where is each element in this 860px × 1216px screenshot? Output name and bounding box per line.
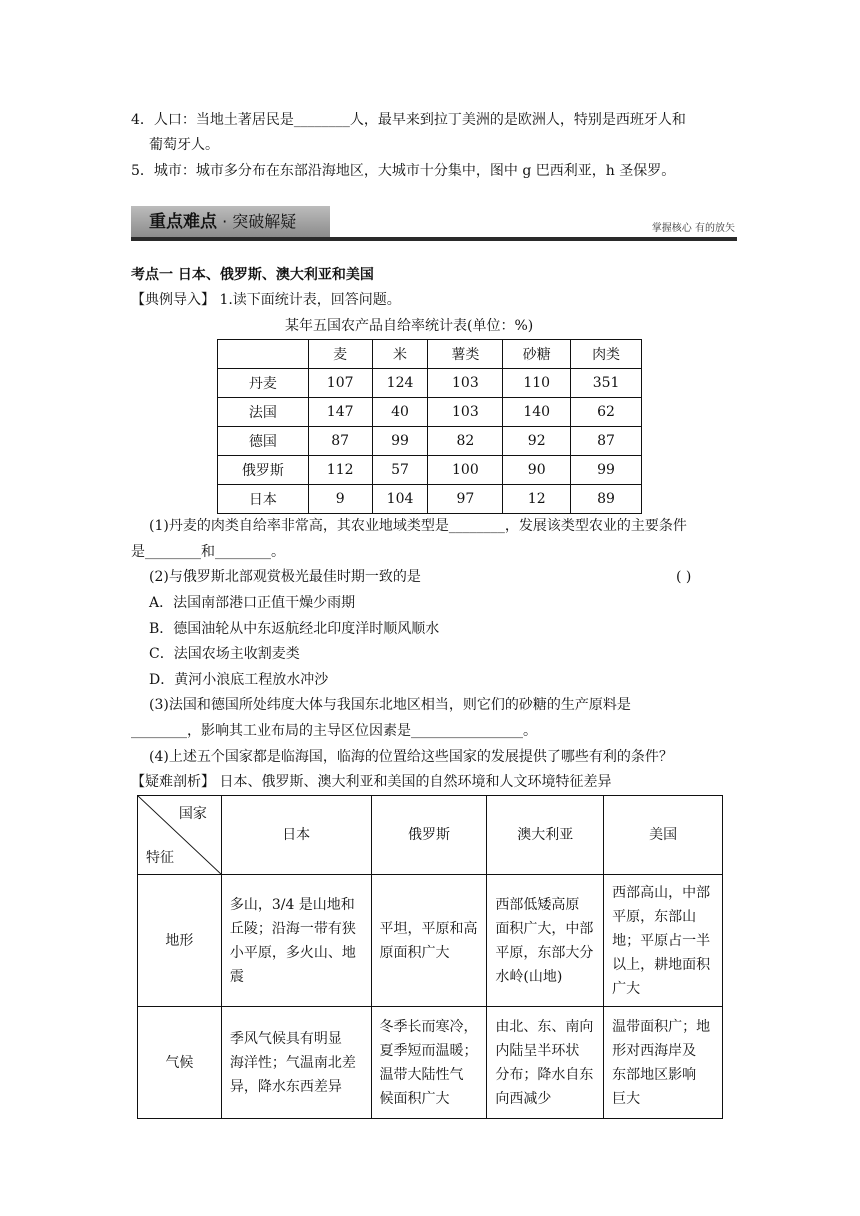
stats-cell: 40 xyxy=(372,398,428,427)
comparison-cell-line: 夏季短而温暖； xyxy=(379,1042,478,1059)
question-2-answer-bracket: ( ) xyxy=(676,569,692,585)
comparison-cell-line: 原面积广大 xyxy=(379,944,450,961)
comparison-row xyxy=(138,1007,723,1119)
comparison-cell-line: 水岭(山地) xyxy=(495,968,563,985)
analysis-tag: 【疑难剖析】 xyxy=(131,774,215,790)
stats-row xyxy=(218,485,642,514)
comparison-row xyxy=(138,875,723,1007)
stats-row-label: 德国 xyxy=(218,427,309,456)
comparison-row-label: 气候 xyxy=(138,1007,222,1119)
comparison-cell-line: 分布；降水自东 xyxy=(495,1066,594,1083)
comparison-cell-line: 温带面积广；地 xyxy=(612,1018,711,1035)
question-2: (2)与俄罗斯北部观赏极光最佳时期一致的是 xyxy=(149,569,421,585)
comparison-cell xyxy=(604,875,723,1007)
stats-cell: 89 xyxy=(571,485,642,514)
stats-cell: 9 xyxy=(308,485,372,514)
stats-row xyxy=(218,427,642,456)
stats-row-label: 法国 xyxy=(218,398,309,427)
section-subtitle: 突破解疑 xyxy=(232,212,297,231)
comparison-cell-line: 多山，3/4 是山地和 xyxy=(229,896,355,913)
stats-cell: 100 xyxy=(428,456,503,485)
stats-header-cell: 砂糖 xyxy=(503,340,571,369)
stats-cell: 97 xyxy=(428,485,503,514)
comparison-cell-line: 平原，东部山 xyxy=(612,908,697,925)
stats-header-row xyxy=(218,340,642,369)
question-3-line-2: ________，影响其工业布局的主导区位因素是________________。 xyxy=(131,723,537,739)
comparison-cell-line: 西部低矮高原 xyxy=(495,896,580,913)
comparison-cell-line: 候面积广大 xyxy=(379,1090,450,1107)
stats-cell: 104 xyxy=(372,485,428,514)
comparison-cell-line: 季风气候具有明显 xyxy=(229,1030,342,1047)
stats-cell: 140 xyxy=(503,398,571,427)
header-japan: 日本 xyxy=(221,796,371,875)
stats-header-cell: 肉类 xyxy=(571,340,642,369)
stats-cell: 99 xyxy=(571,456,642,485)
comparison-cell-line: 地；平原占一半 xyxy=(612,932,711,949)
analysis-text: 日本、俄罗斯、澳大利亚和美国的自然环境和人文环境特征差异 xyxy=(215,774,612,790)
comparison-cell-line: 由北、东、南向 xyxy=(495,1018,594,1035)
section-banner xyxy=(131,206,737,242)
stats-cell: 107 xyxy=(308,369,372,398)
comparison-cell-line: 东部地区影响 xyxy=(612,1066,697,1083)
stats-cell: 87 xyxy=(571,427,642,456)
stats-row-label: 丹麦 xyxy=(218,369,309,398)
comparison-cell-line: 丘陵；沿海一带有狭 xyxy=(229,920,356,937)
stats-header-cell xyxy=(218,340,309,369)
section-banner-rule xyxy=(131,237,737,241)
comparison-cell-line: 小平原，多火山、地 xyxy=(229,944,356,961)
stats-table-caption: 某年五国农产品自给率统计表(单位：%) xyxy=(285,318,534,334)
comparison-cell-line: 平原，东部大分 xyxy=(495,944,594,961)
stats-cell: 124 xyxy=(372,369,428,398)
comparison-cell xyxy=(221,875,371,1007)
comparison-row-label: 地形 xyxy=(138,875,222,1007)
question-2-option-c: C．法国农场主收割麦类 xyxy=(149,646,300,662)
comparison-cell-line: 西部高山，中部 xyxy=(612,884,711,901)
comparison-cell xyxy=(371,1007,487,1119)
stats-cell: 92 xyxy=(503,427,571,456)
item-4-line-2: 葡萄牙人。 xyxy=(149,137,219,153)
comparison-cell-line: 面积广大，中部 xyxy=(495,920,594,937)
question-2-option-a: A．法国南部港口正值干燥少雨期 xyxy=(149,595,356,611)
section-title-separator: · xyxy=(217,212,233,231)
stats-cell: 57 xyxy=(372,456,428,485)
stats-cell: 99 xyxy=(372,427,428,456)
question-3-line-1: (3)法国和德国所处纬度大体与我国东北地区相当，则它们的砂糖的生产原料是 xyxy=(149,697,631,713)
stats-cell: 90 xyxy=(503,456,571,485)
analysis-intro xyxy=(131,771,611,793)
question-2-option-b: B．德国油轮从中东返航经北印度洋时顺风顺水 xyxy=(149,621,440,637)
stats-header-cell: 麦 xyxy=(308,340,372,369)
stats-cell: 12 xyxy=(503,485,571,514)
corner-cell xyxy=(138,796,222,875)
comparison-cell xyxy=(604,1007,723,1119)
comparison-cell-line: 冬季长而寒冷， xyxy=(379,1018,478,1035)
stats-cell: 110 xyxy=(503,369,571,398)
stats-cell: 103 xyxy=(428,369,503,398)
example-intro xyxy=(131,289,401,311)
question-2-option-d: D．黄河小浪底工程放水冲沙 xyxy=(149,672,329,688)
header-usa: 美国 xyxy=(604,796,723,875)
comparison-cell-line: 海洋性；气温南北差 xyxy=(229,1054,356,1071)
stats-cell: 62 xyxy=(571,398,642,427)
stats-cell: 112 xyxy=(308,456,372,485)
example-text: 1.读下面统计表，回答问题。 xyxy=(215,292,401,308)
stats-row-label: 俄罗斯 xyxy=(218,456,309,485)
stats-cell: 147 xyxy=(308,398,372,427)
corner-label-feature: 特征 xyxy=(146,850,174,866)
item-5: 5．城市：城市多分布在东部沿海地区，大城市十分集中，图中 g 巴西利亚，h 圣保罗。 xyxy=(131,163,676,179)
stats-cell: 103 xyxy=(428,398,503,427)
comparison-cell xyxy=(487,1007,604,1119)
comparison-cell-line: 异，降水东西差异 xyxy=(229,1078,342,1095)
comparison-cell-line: 温带大陆性气 xyxy=(379,1066,464,1083)
item-4-line-1: 4．人口：当地土著居民是________人，最早来到拉丁美洲的是欧洲人，特别是西班牙人和 xyxy=(131,112,686,128)
stats-row xyxy=(218,456,642,485)
header-australia: 澳大利亚 xyxy=(487,796,604,875)
section-title-main: 重点难点 xyxy=(149,212,217,232)
section-title xyxy=(149,210,296,234)
comparison-cell-line: 巨大 xyxy=(612,1090,641,1107)
stats-row-label: 日本 xyxy=(218,485,309,514)
comparison-cell-line: 震 xyxy=(229,968,244,985)
question-4: (4)上述五个国家都是临海国，临海的位置给这些国家的发展提供了哪些有利的条件？ xyxy=(149,749,673,765)
stats-header-cell: 薯类 xyxy=(428,340,503,369)
comparison-cell xyxy=(487,875,604,1007)
comparison-cell-line: 内陆呈半环状 xyxy=(495,1042,580,1059)
comparison-cell xyxy=(221,1007,371,1119)
section-motto: 掌握核心 有的放矢 xyxy=(651,223,735,234)
stats-row xyxy=(218,398,642,427)
example-tag: 【典例导入】 xyxy=(131,292,215,308)
question-1-line-2: 是________和________。 xyxy=(131,544,285,560)
question-1-line-1: (1)丹麦的肉类自给率非常高，其农业地域类型是________，发展该类型农业的主要条件 xyxy=(149,518,687,534)
stats-cell: 82 xyxy=(428,427,503,456)
comparison-cell-line: 形对西海岸及 xyxy=(612,1042,697,1059)
stats-header-cell: 米 xyxy=(372,340,428,369)
stats-cell: 87 xyxy=(308,427,372,456)
comparison-cell-line: 平坦，平原和高 xyxy=(379,920,478,937)
comparison-cell xyxy=(371,875,487,1007)
corner-label-country: 国家 xyxy=(178,806,207,822)
comparison-header-row xyxy=(138,796,723,875)
comparison-cell-line: 广大 xyxy=(612,980,641,997)
header-russia: 俄罗斯 xyxy=(371,796,487,875)
comparison-table xyxy=(137,795,723,1119)
comparison-cell-line: 以上，耕地面积 xyxy=(612,956,711,973)
comparison-cell-line: 向西减少 xyxy=(495,1090,552,1107)
stats-cell: 351 xyxy=(571,369,642,398)
stats-table xyxy=(217,339,642,514)
stats-row xyxy=(218,369,642,398)
topic-heading: 考点一 日本、俄罗斯、澳大利亚和美国 xyxy=(131,267,374,283)
